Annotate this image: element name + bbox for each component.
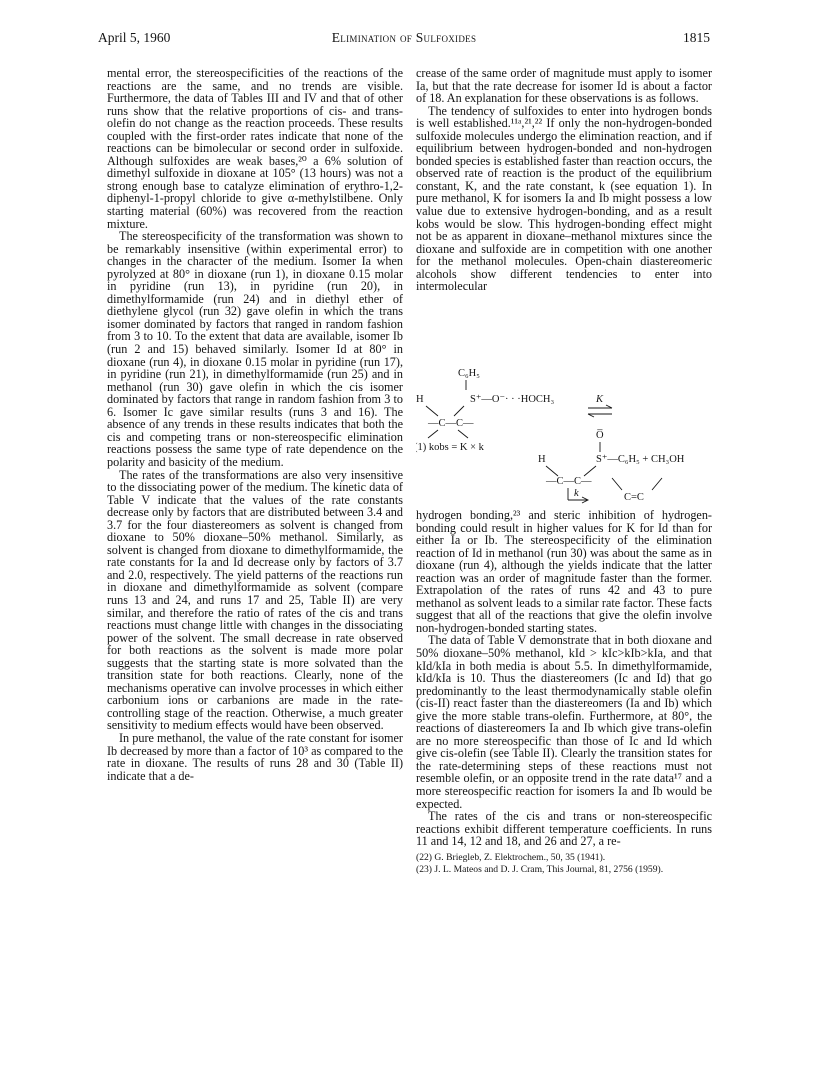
footnote: (22) G. Briegleb, Z. Elektrochem., 50, 35 (1941).	[416, 851, 606, 863]
paragraph: mental error, the stereospecificities of the reactions of the reactions are the same, and no trends are visible. Furthermore, the data of Tables III and IV and that of other runs show that the relative proportions of cis- and trans-olefin do not change as the reaction proceeds. These results coupled with the first-order rates indicate that none of the reactions can be bimolecular or second order in sulfoxide. Although sulfoxides are weak bases,²⁰ a 6% solution of dimethyl sulfoxide in dioxane at 105° (13 hours) was not a strong enough base to catalyze elimination of erythro-1,2-diphenyl-1-propyl chloride to give α-methylstilbene. Only starting material (60%) was recovered from the reaction mixture.	[107, 66, 403, 231]
sulfoxide-hbond-label: S⁺—O⁻· · ·HOCH₃	[470, 394, 555, 405]
arrowhead	[606, 405, 612, 408]
olefin-label: C=C	[624, 492, 644, 503]
bond-line	[584, 466, 596, 476]
phenyl-label: C₆H₅	[458, 368, 480, 379]
bond-line	[546, 466, 558, 476]
running-title: Elimination of Sulfoxides	[331, 30, 477, 45]
paragraph: crease of the same order of magnitude must apply to isomer Ia, but that the rate decrease for isomer Id is about a factor of 18. An explanation for these observations is as follows.	[416, 66, 712, 106]
rate-k-label: k	[574, 488, 579, 499]
right-column-top	[416, 67, 712, 293]
hydrogen-label: H	[538, 454, 546, 465]
bond-line	[454, 406, 464, 416]
carbon-carbon-label: —C—C—	[428, 418, 474, 429]
oxide-label: O̅	[596, 430, 604, 441]
bond-line	[652, 478, 662, 490]
bond-line	[428, 430, 438, 438]
sulfonium-product-label: S⁺—C₆H₅ + CH₃OH	[596, 454, 685, 465]
reaction-scheme	[416, 366, 716, 506]
reaction-scheme-drawing	[416, 366, 716, 506]
footnote: (23) J. L. Mateos and D. J. Cram, This Journal, 81, 2756 (1959).	[416, 864, 664, 876]
paragraph: The stereospecificity of the transformation was shown to be remarkably insensitive (within experimental error) to changes in the character of the medium. Isomer Ia when pyrolyzed at 80° in dioxane (run 1), in dioxane 0.15 molar in pyridine (run 13), in pyridine (run 20), in dimethylformamide (run 24) and in diethyl ether of diethylene glycol (run 32) gave olefin in which the trans isomer dominated by factors that ranged in random fashion from 3 to 10. To the extent that data are available, isomer Ib (run 2 and 15) behaved similarly. Isomer Id at 80° in dioxane (run 4), in dioxane 0.15 molar in pyridine (run 17), in pyridine (run 21), in dimethylformamide (run 25) and in methanol (run 30) gave olefin in which the cis isomer dominated by factors that range in random fashion from 3 to 6. Isomer Ic gave similar results (runs 3 and 16). The absence of any trends in these results indicates that both the cis and competing trans or non-stereospecific elimination reactions possess the same type of rate dependence on the polarity and basicity of the medium.	[107, 229, 403, 469]
bond-line	[612, 478, 622, 490]
bond-line	[458, 430, 468, 438]
bond-line	[426, 406, 438, 416]
left-column	[107, 67, 403, 782]
arrowhead	[588, 414, 594, 417]
footnotes	[416, 852, 712, 877]
carbon-carbon-label: —C—C—	[546, 476, 592, 487]
right-column-bottom	[416, 509, 712, 877]
paragraph: In pure methanol, the value of the rate constant for isomer Ib decreased by more than a factor of 10³ as compared to the rate in dioxane. The results of runs 28 and 30 (Table II) indicate that a de-	[107, 730, 403, 783]
equilibrium-k-label: K	[596, 394, 604, 405]
paragraph: The tendency of sulfoxides to enter into hydrogen bonds is well established.¹¹ᵃ,²¹,²² If only the non-hydrogen-bonded sulfoxide molecules undergo the elimination reaction, and if equilibrium between hydrogen-bonded and non-hydrogen bonded species is established faster than reaction occurs, the observed rate of reaction is the product of the equilibrium constant, K, and the rate constant, k (see equation 1). In pure methanol, K for isomers Ia and Ib might possess a low value due to extensive hydrogen-bonding, and as a result kobs would be slow. This hydrogen-bonding effect might not be as apparent in dioxane–methanol mixtures since the dioxane and sulfoxide are in competition with one another for the methanol molecules. Open-chain diastereomeric alcohols show different tendencies to enter into intermolecular	[416, 103, 712, 294]
page-header	[98, 30, 710, 50]
paragraph: The rates of the cis and trans or non-stereospecific reactions exhibit different temperature coefficients. In runs 11 and 14, 12 and 18, and 26 and 27, a re-	[416, 809, 712, 849]
header-date: April 5, 1960	[98, 30, 171, 45]
hydrogen-label: H	[416, 394, 424, 405]
equation-label: (1) kobs = K × k	[416, 442, 484, 453]
paragraph: The data of Table V demonstrate that in both dioxane and 50% dioxane–50% methanol, kId > kIc>kIb>kIa, and that kId/kIa in both media is about 5.5. In dimethylformamide, kId/kIa is 10. Thus the diastereomers (Ic and Id) that go predominantly to the least thermodynamically stable olefin (cis-II) react faster than the diastereomers (Ia and Ib) which give the more stable trans-olefin. Furthermore, at 80°, the reactions of diastereomers Ia and Ib which give trans-olefin are no more stereospecific than those of Ic and Id which give cis-olefin (see Table II). Clearly the transition states for the rate-determining steps of these reactions must not resemble olefin, or an opposite trend in the rate data¹⁷ and a more stereospecific reaction for isomers Ia and Ib would be expected.	[416, 633, 712, 811]
paragraph: hydrogen bonding,²³ and steric inhibition of hydrogen-bonding could result in higher values for K for Id than for either Ia or Ib. The stereospecificity of the elimination reaction of Id in methanol (run 30) was about the same as in dioxane (run 4), although the yields indicate that the latter reaction was an order of magnitude faster than the former. Extrapolation of the rates of runs 42 and 43 to pure methanol as solvent leads to a similar rate factor. These facts suggest that all of the reactions that give the olefin involve non-hydrogen-bonded starting states.	[416, 508, 712, 635]
paragraph: The rates of the transformations are also very insensitive to the dissociating power of the medium. The kinetic data of Table V indicate that the values of the rate constants decrease only by factors that are distributed between 3.4 and 3.7 for the four diastereomers as solvent is changed from dioxane to 50% dioxane–50% methanol. Similarly, as solvent is changed from dioxane to dimethylformamide, the rate constants for Ia and Id decrease only by factors of 3.7 and 2.0, respectively. The yield patterns of the reactions run in dioxane and dimethylformamide as solvent (compare runs 13 and 24, and runs 17 and 25, Table II) are very similar, and therefore the ratio of rates of the cis and trans reactions must change little with changes in the dissociating power of the solvent. The small decrease in rate observed for both reactions as the solvent is made more polar suggests that the starting state is more solvated than the transition state for both reactions. Clearly, none of the mechanisms operative can involve processes in which either carbonium ions or carbanions are made in the rate-controlling stage of the reaction. Otherwise, a much greater sensitivity to medium effects would have been observed.	[107, 467, 403, 733]
page-number: 1815	[683, 30, 710, 45]
